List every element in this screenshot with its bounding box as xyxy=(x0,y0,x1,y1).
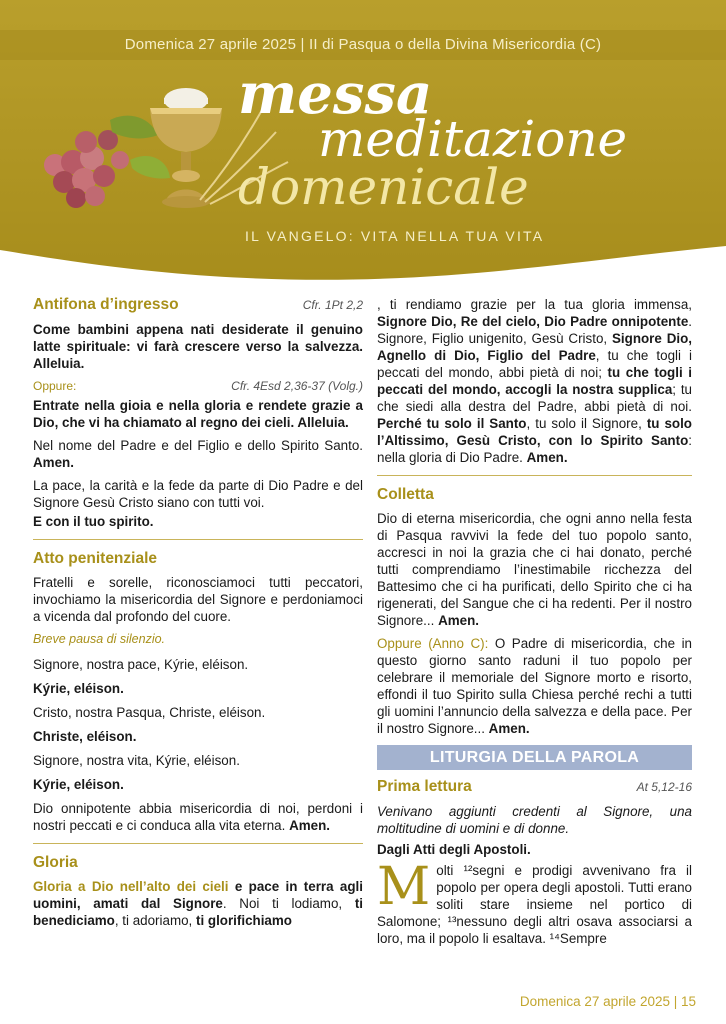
atto-pausa: Breve pausa di silenzio. xyxy=(33,632,166,646)
amen: Amen. xyxy=(526,450,568,465)
amen: Amen. xyxy=(289,818,331,833)
atto-title: Atto penitenziale xyxy=(33,550,158,567)
gloria-d: ti benediciamo xyxy=(33,896,363,928)
page-footer: Domenica 27 aprile 2025 | 15 xyxy=(519,994,696,1009)
antifona-title: Antifona d’ingresso xyxy=(33,296,179,313)
atto-response-1: Kýrie, eléison. xyxy=(33,681,124,696)
atto-line-1: Signore, nostra pace, Kýrie, eléison. xyxy=(33,657,249,672)
sign-of-cross: Nel nome del Padre e del Figlio e dello Spirito Santo. xyxy=(33,438,363,453)
gloria-text-right xyxy=(377,296,692,466)
atto-closing-text: Dio onnipotente abbia misericordia di noi, perdoni i nostri peccati e ci conduca alla vita eterna. xyxy=(33,801,363,833)
atto-line-2: Cristo, nostra Pasqua, Christe, eléison. xyxy=(33,705,266,720)
title-domenicale: domenicale xyxy=(238,158,529,216)
lettura-ref: At 5,12-16 xyxy=(636,780,692,794)
issue-date-line: Domenica 27 aprile 2025 | II di Pasqua o della Divina Misericordia (C) xyxy=(124,36,602,53)
header-banner xyxy=(0,0,726,285)
gloria-q: : nella gloria di Dio Padre. xyxy=(377,433,692,465)
antifona-oppure xyxy=(33,378,363,395)
colletta-heading xyxy=(377,486,692,503)
antifona-text-3 xyxy=(33,437,363,471)
atto-line-3: Signore, nostra vita, Kýrie, eléison. xyxy=(33,753,240,768)
atto-closing xyxy=(33,800,363,834)
colletta-text xyxy=(377,510,692,629)
gloria-text-left xyxy=(33,878,363,929)
oppure-anno-c: Oppure (Anno C): xyxy=(377,636,489,651)
liturgia-band: LITURGIA DELLA PAROLA xyxy=(377,745,692,770)
lettura-subtitle: Venivano aggiunti credenti al Signore, una moltitudine di uomini e di donne. xyxy=(377,804,692,836)
antifona-text-5: E con il tuo spirito. xyxy=(33,514,154,529)
divider xyxy=(33,843,363,844)
antifona-text-4: La pace, la carità e la fede da parte di Dio Padre e del Signore Gesù Cristo siano con tutti voi. xyxy=(33,478,363,510)
gloria-e: , ti adoriamo, xyxy=(114,913,196,928)
left-column xyxy=(33,296,363,929)
tagline: IL VANGELO: VITA NELLA TUA VITA xyxy=(245,228,545,244)
colletta-alt-body: O Padre di misericordia, che in questo giorno santo raduni il tuo popolo per celebrare il memoriale del Signore morto e risorto, effondi il tuo Spirito sulla Chiesa perché rechi a tutti gli uomini l’annuncio della salvezza e della pace. Per il nostro Signore... xyxy=(377,636,692,736)
gloria-title: Gloria xyxy=(33,854,78,871)
gloria-b: e pace in terra agli uomini, amati dal Signore xyxy=(33,879,363,911)
gloria-o: , tu solo il Signore, xyxy=(526,416,647,431)
gloria-h: Signore Dio, Re del cielo, Dio Padre onnipotente xyxy=(377,314,689,329)
gloria-heading xyxy=(33,854,363,871)
oppure-label: Oppure: xyxy=(33,379,77,393)
lettura-text xyxy=(377,857,692,947)
divider xyxy=(33,539,363,540)
right-column xyxy=(377,296,692,953)
antifona-text-1: Come bambini appena nati desiderate il genuino latte spirituale: vi farà crescere verso la salvezza. Alleluia. xyxy=(33,322,363,371)
colletta-alt xyxy=(377,635,692,737)
atto-response-2: Christe, eléison. xyxy=(33,729,137,744)
gloria-p: tu solo l’Altissimo, Gesù Cristo, con lo Spirito Santo xyxy=(377,416,692,448)
lettura-source: Dagli Atti degli Apostoli. xyxy=(377,842,531,857)
atto-heading xyxy=(33,550,363,567)
amen: Amen. xyxy=(488,721,530,736)
antifona-ref: Cfr. 1Pt 2,2 xyxy=(302,298,363,312)
drop-cap: M xyxy=(377,857,431,917)
atto-intro: Fratelli e sorelle, riconosciamoci tutti peccatori, invochiamo la misericordia del Signore e perdoniamoci a vicenda dal profondo del cuore. xyxy=(33,575,363,624)
amen: Amen. xyxy=(33,455,74,470)
gloria-k: , tu che togli i peccati del mondo, abbi pietà di noi; xyxy=(377,348,693,380)
gloria-c: . Noi ti lodiamo, xyxy=(222,896,355,911)
colletta-title: Colletta xyxy=(377,486,434,503)
gloria-i: . Signore, Figlio unigenito, Gesù Cristo, xyxy=(377,314,692,346)
gloria-j: Signore Dio, Agnello di Dio, Figlio del Padre xyxy=(377,331,692,363)
gloria-m: ; tu che siedi alla destra del Padre, abbi pietà di noi. xyxy=(377,382,693,414)
gloria-l: tu che togli i peccati del mondo, accogli la nostra supplica xyxy=(377,365,692,397)
colletta-body: Dio di eterna misericordia, che ogni anno nella festa di Pasqua ravvivi la fede del tuo popolo santo, accresci in noi la grazia che ci hai donato, perché tutti comprendiamo l’inestimabile ricchezza del Battesimo che ci ha purificati, dello Spirito che ci ha rigenerati, del Sangue che ci ha redenti. Per il nostro Signore... xyxy=(377,511,692,628)
gloria-a: Gloria a Dio nell’alto dei cieli xyxy=(33,879,229,894)
gloria-n: Perché tu solo il Santo xyxy=(377,416,527,431)
antifona-heading xyxy=(33,296,363,314)
gloria-f: ti glorifichiamo xyxy=(195,913,292,928)
gloria-g: , ti rendiamo grazie per la tua gloria immensa, xyxy=(377,297,692,312)
lettura-heading xyxy=(377,778,692,796)
lettura-body: olti ¹²segni e prodigi avvenivano fra il popolo per opera degli apostoli. Tutti erano soliti stare insieme nel portico di Salomone; ¹³nessuno degli altri osava associarsi a loro, ma il popolo li esaltava. ¹⁴Sempre xyxy=(377,863,692,946)
antifona-ref-2: Cfr. 4Esd 2,36-37 (Volg.) xyxy=(231,379,363,393)
title-meditazione: meditazione xyxy=(318,110,628,168)
atto-response-3: Kýrie, eléison. xyxy=(33,777,124,792)
lettura-title: Prima lettura xyxy=(377,778,472,795)
divider xyxy=(377,475,692,476)
antifona-text-2: Entrate nella gioia e nella gloria e rendete grazie a Dio, che vi ha chiamato al regno dei cieli. Alleluia. xyxy=(33,398,363,430)
amen: Amen. xyxy=(438,613,479,628)
title-messa: messa xyxy=(238,61,433,127)
